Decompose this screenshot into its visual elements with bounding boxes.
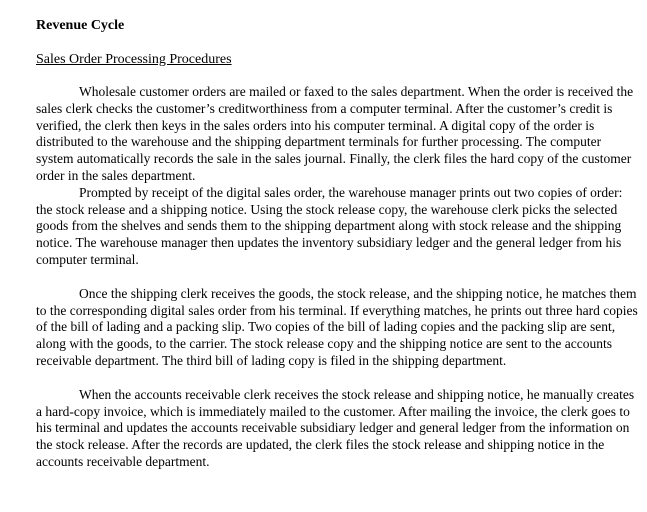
paragraph-sales-order: Wholesale customer orders are mailed or faxed to the sales department. When the order is received the sales clerk checks the customer’s creditworthiness from a computer terminal. After the customer’s credit is verified, the clerk then keys in the sales orders into his computer terminal. A digital copy of the order is distributed to the warehouse and the shipping department terminals for further processing. The computer system automatically records the sale in the sales journal. Finally, the clerk files the hard copy of the customer order in the sales department. [36,84,634,183]
paragraph-accounts-receivable: When the accounts receivable clerk receives the stock release and shipping notice, he manually creates a hard-copy invoice, which is immediately mailed to the customer. After mailing the invoice, the clerk goes to his terminal and updates the accounts receivable subsidiary ledger and general ledger from the information on the stock release. After the records are updated, the clerk files the stock release and shipping notice in the accounts receivable department. [36,386,635,469]
document-title: Revenue Cycle [36,18,125,33]
section-heading: Sales Order Processing Procedures [36,52,232,67]
paragraph-shipping: Once the shipping clerk receives the goods, the stock release, and the shipping notice, he matches them to the corresponding digital sales order from his terminal. If everything matches, he prints out three hard copies of the bill of lading and a packing slip. Two copies of the bill of lading copies and the packing slip are sent, along with the goods, to the carrier. The stock release copy and the shipping notice are sent to the accounts receivable department. The third bill of lading copy is filed in the shipping department. [36,285,638,368]
document-page [36,17,640,471]
paragraph-warehouse: Prompted by receipt of the digital sales order, the warehouse manager prints out two copies of order: the stock release and a shipping notice. Using the stock release copy, the warehouse clerk picks the selected goods from the shelves and sends them to the shipping department along with stock release and the shipping notice. The warehouse manager then updates the inventory subsidiary ledger and the general ledger from his computer terminal. [36,184,623,267]
